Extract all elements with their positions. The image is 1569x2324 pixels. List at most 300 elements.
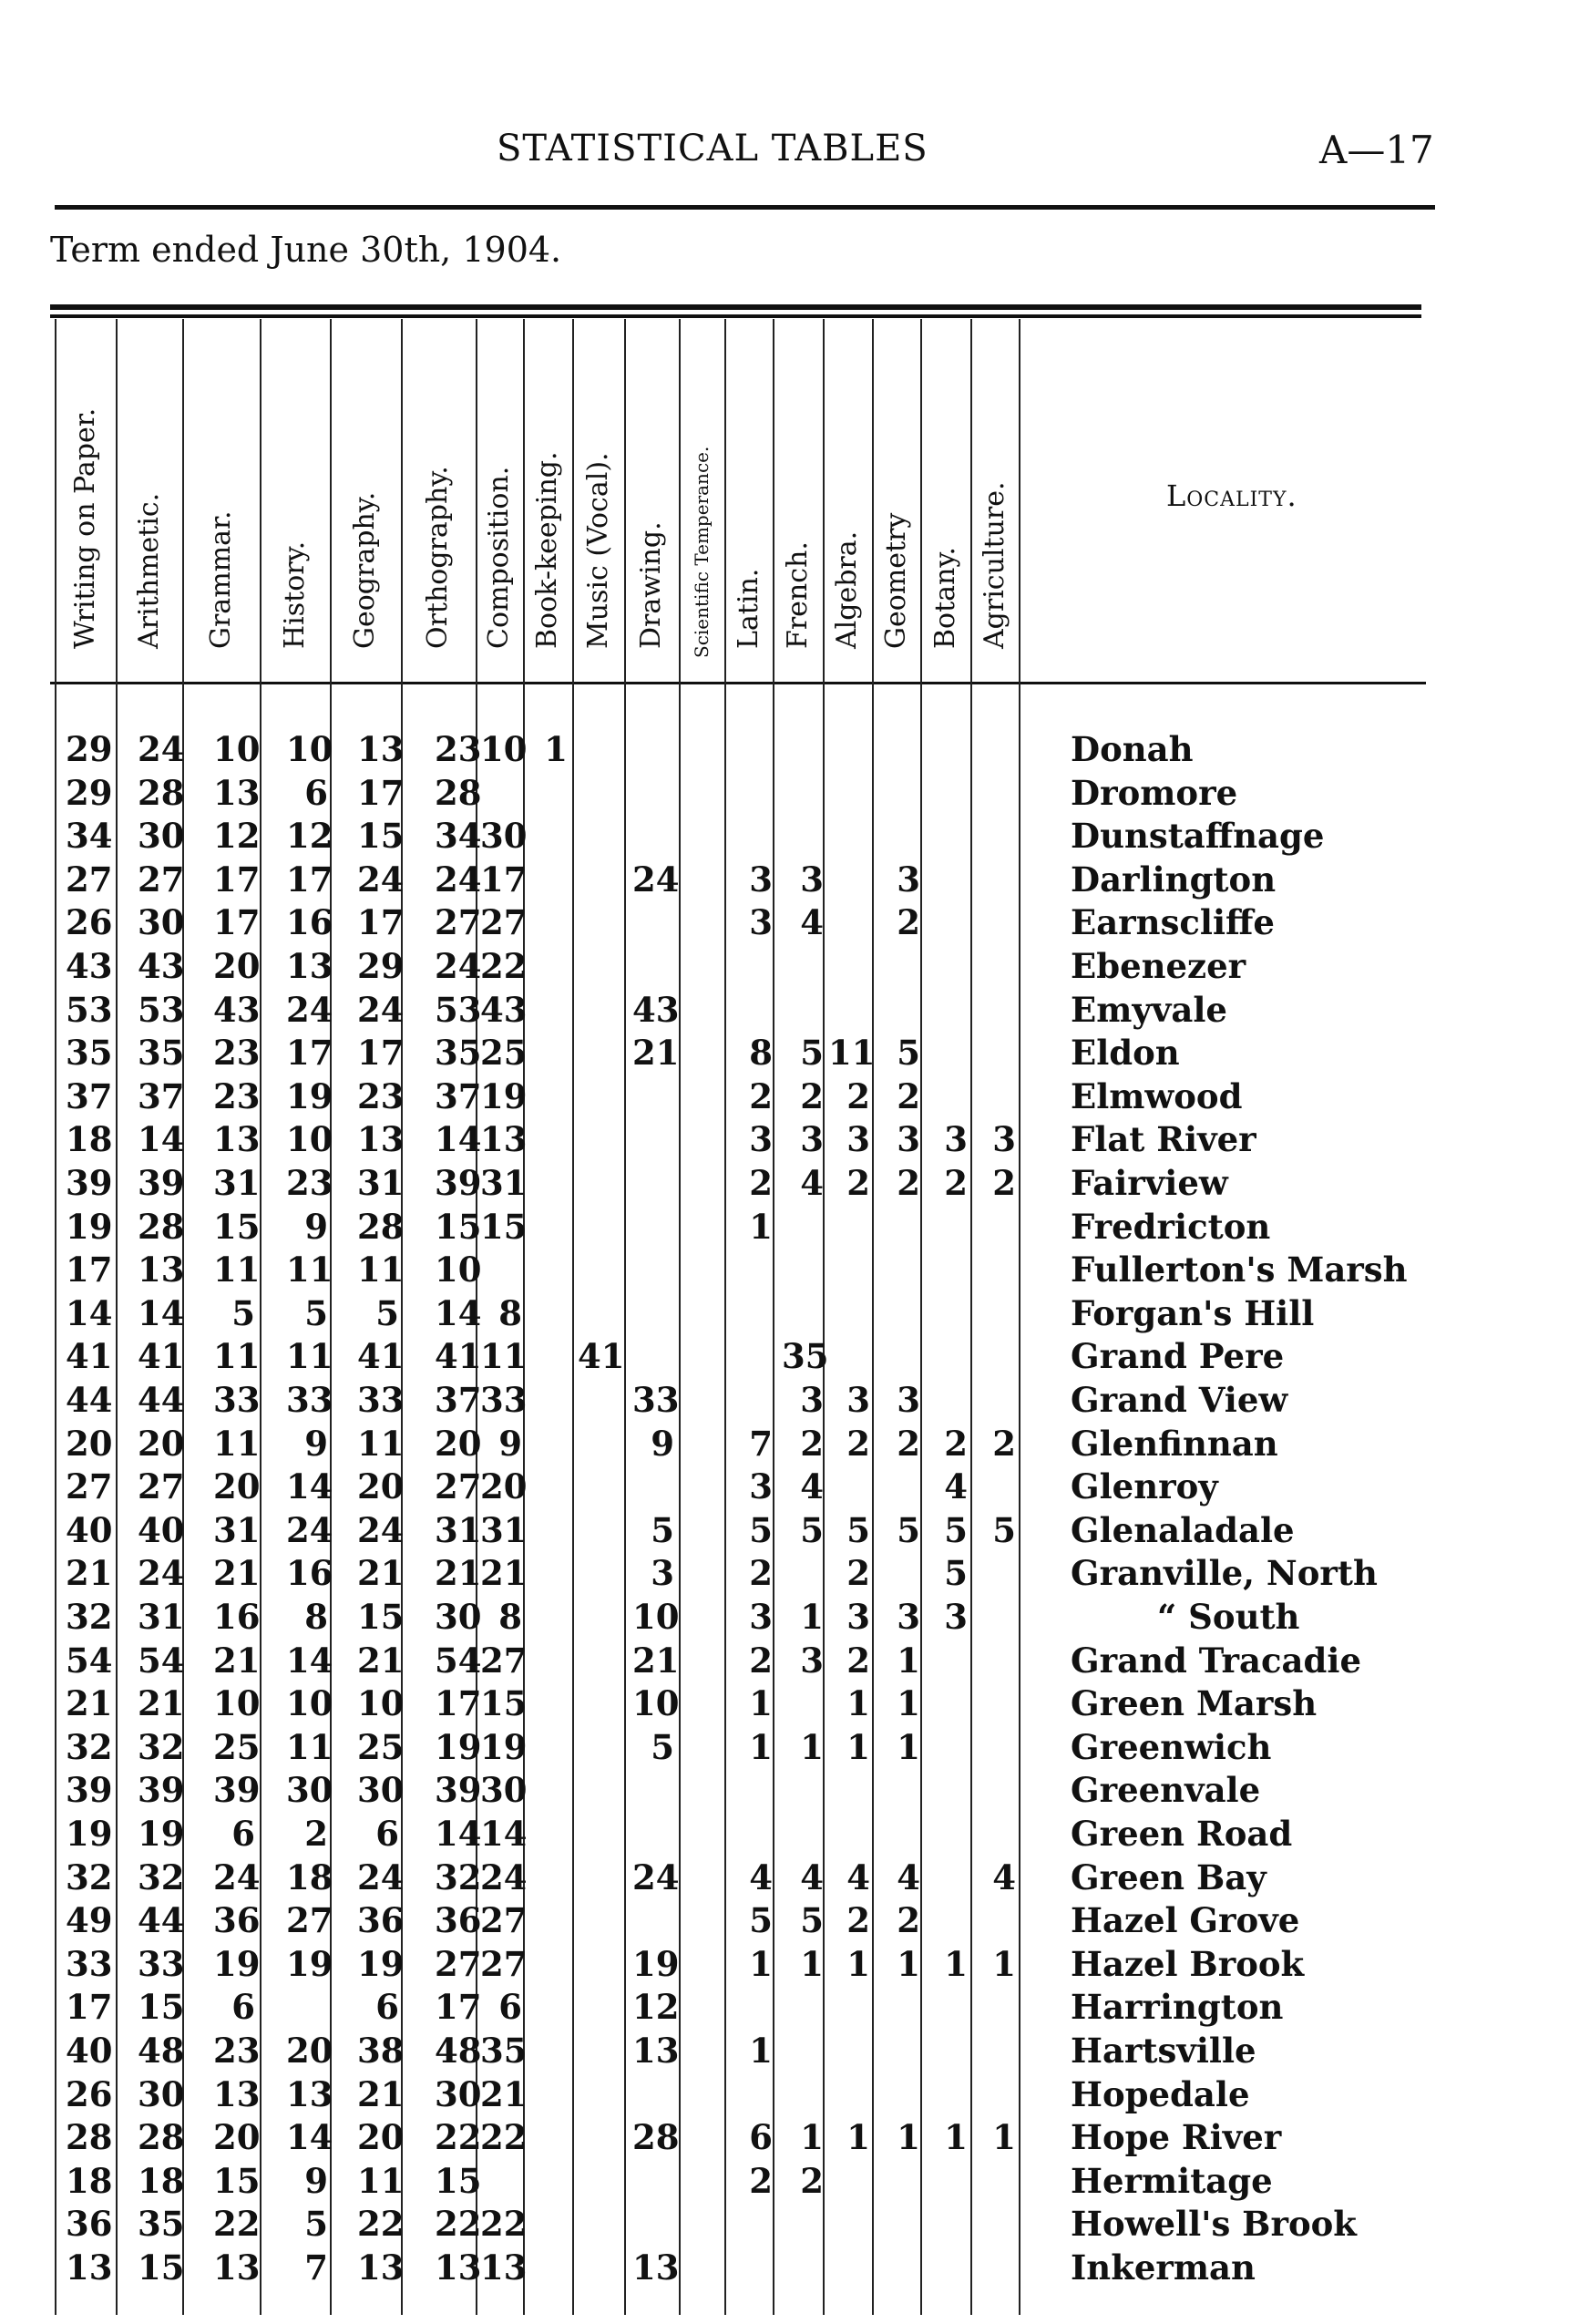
table-cell: 11 bbox=[480, 1336, 528, 1377]
table-cell: 39 bbox=[138, 1163, 185, 1203]
table-cell: 1 bbox=[897, 1683, 920, 1724]
table-cell: 43 bbox=[213, 989, 261, 1030]
table-cell: 3 bbox=[897, 1597, 920, 1637]
table-cell: 15 bbox=[435, 2160, 482, 2201]
table-cell: 24 bbox=[357, 1856, 405, 1897]
column-header bbox=[260, 312, 330, 676]
table-cell: 5 bbox=[944, 1509, 968, 1550]
table-cell: 9 bbox=[304, 2160, 328, 2201]
table-cell: 44 bbox=[66, 1380, 113, 1420]
table-cell: 2 bbox=[800, 1423, 824, 1464]
table-cell: 40 bbox=[66, 1509, 113, 1550]
table-cell: 5 bbox=[897, 1033, 920, 1074]
table-cell: 4 bbox=[992, 1856, 1016, 1897]
table-row bbox=[0, 1291, 1569, 1335]
table-cell: 1 bbox=[992, 1943, 1016, 1984]
table-cell: 35 bbox=[782, 1336, 829, 1377]
table-cell: 11 bbox=[213, 1249, 261, 1291]
table-cell: 17 bbox=[357, 1033, 405, 1074]
table-cell: 24 bbox=[138, 729, 185, 769]
table-cell: 21 bbox=[213, 1553, 261, 1594]
table-cell: 24 bbox=[357, 1509, 405, 1550]
table-cell: 36 bbox=[435, 1900, 482, 1941]
table-row bbox=[0, 1942, 1569, 1986]
locality-name: Greenvale bbox=[1071, 1770, 1261, 1811]
table-cell: 19 bbox=[480, 1075, 528, 1116]
locality-name: Glenfinnan bbox=[1071, 1423, 1278, 1464]
table-cell: 13 bbox=[286, 2073, 333, 2114]
table-cell: 32 bbox=[435, 1856, 482, 1897]
table-cell: 24 bbox=[213, 1856, 261, 1897]
table-row bbox=[0, 1551, 1569, 1595]
locality-name: Hazel Grove bbox=[1071, 1900, 1300, 1941]
table-cell: 44 bbox=[138, 1380, 185, 1420]
table-cell: 30 bbox=[357, 1770, 405, 1811]
column-header bbox=[624, 312, 679, 676]
table-cell: 21 bbox=[66, 1683, 113, 1724]
table-cell: 3 bbox=[800, 1380, 824, 1420]
table-cell: 28 bbox=[632, 2117, 680, 2158]
table-row bbox=[0, 988, 1569, 1032]
table-cell: 21 bbox=[632, 1640, 680, 1681]
table-cell: 11 bbox=[286, 1726, 333, 1767]
table-row bbox=[0, 1508, 1569, 1552]
locality-name: Hermitage bbox=[1071, 2160, 1273, 2201]
table-cell: 3 bbox=[749, 1597, 773, 1637]
table-cell: 2 bbox=[944, 1163, 968, 1203]
table-cell: 14 bbox=[435, 1292, 482, 1333]
table-cell: 20 bbox=[213, 2117, 261, 2158]
table-cell: 8 bbox=[498, 1292, 522, 1333]
table-cell: 2 bbox=[846, 1423, 870, 1464]
table-cell: 2 bbox=[897, 1163, 920, 1203]
table-cell: 29 bbox=[66, 772, 113, 813]
table-cell: 20 bbox=[213, 946, 261, 986]
table-cell: 31 bbox=[435, 1509, 482, 1550]
table-cell: 3 bbox=[800, 1119, 824, 1160]
table-cell: 32 bbox=[66, 1597, 113, 1637]
table-cell: 41 bbox=[435, 1336, 482, 1377]
table-cell: 3 bbox=[749, 859, 773, 900]
table-cell: 22 bbox=[480, 946, 528, 986]
table-cell: 15 bbox=[213, 2160, 261, 2201]
table-cell: 21 bbox=[357, 2073, 405, 2114]
table-cell: 1 bbox=[897, 1726, 920, 1767]
table-cell: 10 bbox=[286, 1119, 333, 1160]
table-cell: 10 bbox=[357, 1683, 405, 1724]
locality-name: Elmwood bbox=[1071, 1075, 1243, 1116]
table-cell: 11 bbox=[213, 1423, 261, 1464]
table-cell: 22 bbox=[435, 2204, 482, 2245]
table-cell: 34 bbox=[66, 816, 113, 857]
table-cell: 36 bbox=[357, 1900, 405, 1941]
table-cell: 11 bbox=[286, 1336, 333, 1377]
locality-name: Glenroy bbox=[1071, 1466, 1218, 1507]
table-cell: 21 bbox=[213, 1640, 261, 1681]
table-cell: 19 bbox=[286, 1943, 333, 1984]
table-cell: 2 bbox=[304, 1814, 328, 1854]
locality-name: “ South bbox=[1157, 1597, 1300, 1637]
table-row bbox=[0, 1639, 1569, 1682]
table-row bbox=[0, 1378, 1569, 1422]
column-header-label: Composition. bbox=[483, 466, 515, 649]
table-cell: 27 bbox=[138, 859, 185, 900]
table-row bbox=[0, 1681, 1569, 1725]
table-cell: 5 bbox=[800, 1900, 824, 1941]
table-row bbox=[0, 1248, 1569, 1291]
table-cell: 6 bbox=[304, 772, 328, 813]
table-row bbox=[0, 944, 1569, 988]
table-cell: 29 bbox=[357, 946, 405, 986]
table-cell: 13 bbox=[213, 2073, 261, 2114]
table-cell: 2 bbox=[749, 1640, 773, 1681]
table-cell: 4 bbox=[800, 1856, 824, 1897]
table-cell: 12 bbox=[632, 1987, 680, 2028]
table-cell: 2 bbox=[897, 1423, 920, 1464]
table-cell: 33 bbox=[480, 1380, 528, 1420]
table-row bbox=[0, 1898, 1569, 1942]
locality-name: Dromore bbox=[1071, 772, 1238, 813]
table-cell: 24 bbox=[138, 1553, 185, 1594]
table-cell: 3 bbox=[800, 1640, 824, 1681]
locality-name: Grand Pere bbox=[1071, 1336, 1285, 1377]
table-cell: 41 bbox=[138, 1336, 185, 1377]
table-cell: 54 bbox=[66, 1640, 113, 1681]
table-cell: 21 bbox=[138, 1683, 185, 1724]
locality-name: Grand Tracadie bbox=[1071, 1640, 1361, 1681]
table-cell: 33 bbox=[357, 1380, 405, 1420]
table-cell: 37 bbox=[435, 1380, 482, 1420]
locality-name: Inkerman bbox=[1071, 2247, 1256, 2288]
table-cell: 19 bbox=[213, 1943, 261, 1984]
column-header-label: Drawing. bbox=[635, 521, 667, 649]
table-cell: 13 bbox=[213, 772, 261, 813]
table-cell: 8 bbox=[498, 1597, 522, 1637]
table-cell: 53 bbox=[66, 989, 113, 1030]
locality-name: Green Road bbox=[1071, 1814, 1293, 1854]
table-cell: 27 bbox=[480, 902, 528, 943]
table-row bbox=[0, 900, 1569, 944]
table-cell: 4 bbox=[800, 902, 824, 943]
table-cell: 3 bbox=[846, 1380, 870, 1420]
table-cell: 24 bbox=[286, 989, 333, 1030]
table-row bbox=[0, 1768, 1569, 1812]
table-row bbox=[0, 1985, 1569, 2029]
table-cell: 16 bbox=[286, 1553, 333, 1594]
table-cell: 2 bbox=[749, 2160, 773, 2201]
table-row bbox=[0, 2159, 1569, 2203]
table-cell: 6 bbox=[498, 1987, 522, 2028]
locality-name: Granville, North bbox=[1071, 1553, 1378, 1594]
table-cell: 2 bbox=[846, 1163, 870, 1203]
table-cell: 13 bbox=[138, 1249, 185, 1291]
table-cell: 39 bbox=[435, 1770, 482, 1811]
table-cell: 1 bbox=[749, 1683, 773, 1724]
table-cell: 31 bbox=[480, 1163, 528, 1203]
table-cell: 3 bbox=[992, 1119, 1016, 1160]
table-cell: 31 bbox=[138, 1597, 185, 1637]
table-cell: 30 bbox=[138, 816, 185, 857]
table-cell: 2 bbox=[897, 1075, 920, 1116]
table-cell: 2 bbox=[992, 1423, 1016, 1464]
table-cell: 1 bbox=[944, 2117, 968, 2158]
table-cell: 48 bbox=[138, 2031, 185, 2071]
table-cell: 24 bbox=[480, 1856, 528, 1897]
table-cell: 3 bbox=[846, 1597, 870, 1637]
table-cell: 2 bbox=[800, 2160, 824, 2201]
table-cell: 19 bbox=[435, 1726, 482, 1767]
table-cell: 15 bbox=[480, 1206, 528, 1247]
table-cell: 20 bbox=[286, 2031, 333, 2071]
table-cell: 5 bbox=[304, 2204, 328, 2245]
table-cell: 2 bbox=[749, 1163, 773, 1203]
table-cell: 2 bbox=[846, 1075, 870, 1116]
column-header-label: Writing on Paper. bbox=[68, 407, 101, 649]
table-cell: 53 bbox=[435, 989, 482, 1030]
table-cell: 4 bbox=[846, 1856, 870, 1897]
table-cell: 17 bbox=[357, 902, 405, 943]
table-cell: 31 bbox=[213, 1163, 261, 1203]
table-cell: 5 bbox=[944, 1553, 968, 1594]
table-cell: 54 bbox=[435, 1640, 482, 1681]
table-cell: 3 bbox=[897, 1380, 920, 1420]
table-cell: 13 bbox=[632, 2031, 680, 2071]
table-cell: 1 bbox=[544, 729, 568, 769]
table-cell: 8 bbox=[304, 1597, 328, 1637]
table-cell: 40 bbox=[66, 2031, 113, 2071]
table-cell: 1 bbox=[749, 1206, 773, 1247]
table-cell: 21 bbox=[480, 1553, 528, 1594]
table-cell: 16 bbox=[286, 902, 333, 943]
table-cell: 25 bbox=[357, 1726, 405, 1767]
table-cell: 10 bbox=[286, 1683, 333, 1724]
table-cell: 23 bbox=[213, 2031, 261, 2071]
table-cell: 20 bbox=[435, 1423, 482, 1464]
table-cell: 7 bbox=[749, 1423, 773, 1464]
table-row bbox=[0, 2029, 1569, 2072]
locality-column-header: Locality. bbox=[1166, 478, 1297, 513]
table-cell: 4 bbox=[749, 1856, 773, 1897]
table-cell: 24 bbox=[357, 989, 405, 1030]
table-cell: 30 bbox=[138, 2073, 185, 2114]
table-cell: 33 bbox=[213, 1380, 261, 1420]
table-cell: 19 bbox=[632, 1943, 680, 1984]
locality-name: Ebenezer bbox=[1071, 946, 1246, 986]
table-cell: 24 bbox=[357, 859, 405, 900]
table-cell: 17 bbox=[435, 1683, 482, 1724]
table-cell: 54 bbox=[138, 1640, 185, 1681]
column-header bbox=[476, 312, 523, 676]
table-cell: 2 bbox=[897, 902, 920, 943]
table-cell: 13 bbox=[357, 1119, 405, 1160]
table-row bbox=[0, 771, 1569, 815]
table-cell: 24 bbox=[435, 946, 482, 986]
table-cell: 4 bbox=[800, 1163, 824, 1203]
table-cell: 5 bbox=[749, 1900, 773, 1941]
table-cell: 39 bbox=[66, 1163, 113, 1203]
table-cell: 19 bbox=[357, 1943, 405, 1984]
table-cell: 18 bbox=[286, 1856, 333, 1897]
table-cell: 5 bbox=[304, 1292, 328, 1333]
table-cell: 5 bbox=[375, 1292, 399, 1333]
table-cell: 17 bbox=[357, 772, 405, 813]
table-cell: 1 bbox=[944, 1943, 968, 1984]
column-header-label: Latin. bbox=[732, 568, 764, 649]
table-cell: 5 bbox=[749, 1509, 773, 1550]
table-cell: 13 bbox=[357, 729, 405, 769]
column-header bbox=[679, 312, 724, 676]
table-cell: 1 bbox=[800, 1943, 824, 1984]
table-cell: 39 bbox=[435, 1163, 482, 1203]
table-cell: 12 bbox=[213, 816, 261, 857]
table-cell: 27 bbox=[435, 1466, 482, 1507]
table-row bbox=[0, 2202, 1569, 2246]
table-cell: 24 bbox=[632, 1856, 680, 1897]
table-cell: 4 bbox=[897, 1856, 920, 1897]
table-cell: 3 bbox=[846, 1119, 870, 1160]
table-cell: 2 bbox=[800, 1075, 824, 1116]
table-cell: 13 bbox=[632, 2247, 680, 2288]
table-cell: 5 bbox=[846, 1509, 870, 1550]
locality-name: Glenaladale bbox=[1071, 1509, 1295, 1550]
locality-name: Earnscliffe bbox=[1071, 902, 1275, 943]
table-cell: 23 bbox=[357, 1075, 405, 1116]
table-cell: 43 bbox=[480, 989, 528, 1030]
table-cell: 27 bbox=[66, 1466, 113, 1507]
table-cell: 21 bbox=[357, 1640, 405, 1681]
table-cell: 44 bbox=[138, 1900, 185, 1941]
table-cell: 15 bbox=[138, 2247, 185, 2288]
table-cell: 19 bbox=[66, 1206, 113, 1247]
table-cell: 10 bbox=[213, 1683, 261, 1724]
table-cell: 30 bbox=[480, 1770, 528, 1811]
table-cell: 17 bbox=[66, 1249, 113, 1291]
locality-name: Harrington bbox=[1071, 1987, 1284, 2028]
table-cell: 3 bbox=[944, 1119, 968, 1160]
table-row bbox=[0, 1465, 1569, 1508]
table-cell: 10 bbox=[632, 1683, 680, 1724]
table-cell: 5 bbox=[651, 1726, 674, 1767]
column-header-label: Scientific Temperance. bbox=[691, 446, 713, 658]
table-cell: 37 bbox=[138, 1075, 185, 1116]
table-cell: 27 bbox=[286, 1900, 333, 1941]
table-cell: 35 bbox=[66, 1033, 113, 1074]
column-header bbox=[523, 312, 572, 676]
table-cell: 5 bbox=[231, 1292, 255, 1333]
table-row bbox=[0, 727, 1569, 771]
column-header-label: Algebra. bbox=[831, 530, 863, 649]
table-row bbox=[0, 1812, 1569, 1856]
table-cell: 3 bbox=[897, 859, 920, 900]
table-cell: 33 bbox=[66, 1943, 113, 1984]
table-cell: 27 bbox=[435, 1943, 482, 1984]
table-top-rule bbox=[50, 304, 1421, 310]
table-cell: 17 bbox=[286, 859, 333, 900]
page-number: A—17 bbox=[1319, 128, 1434, 172]
table-cell: 17 bbox=[286, 1033, 333, 1074]
table-cell: 35 bbox=[435, 1033, 482, 1074]
column-header-label: Book-keeping. bbox=[531, 451, 563, 649]
table-cell: 4 bbox=[800, 1466, 824, 1507]
table-cell: 20 bbox=[357, 2117, 405, 2158]
table-cell: 49 bbox=[66, 1900, 113, 1941]
table-cell: 17 bbox=[435, 1987, 482, 2028]
locality-name: Eldon bbox=[1071, 1033, 1180, 1074]
table-cell: 32 bbox=[66, 1856, 113, 1897]
table-cell: 10 bbox=[632, 1597, 680, 1637]
table-cell: 18 bbox=[66, 2160, 113, 2201]
table-cell: 28 bbox=[66, 2117, 113, 2158]
locality-name: Hartsville bbox=[1071, 2031, 1256, 2071]
table-cell: 5 bbox=[800, 1509, 824, 1550]
table-row bbox=[0, 1422, 1569, 1465]
table-cell: 3 bbox=[944, 1597, 968, 1637]
table-row bbox=[0, 1117, 1569, 1161]
table-cell: 28 bbox=[435, 772, 482, 813]
table-cell: 6 bbox=[231, 1987, 255, 2028]
table-cell: 43 bbox=[138, 946, 185, 986]
table-cell: 9 bbox=[304, 1206, 328, 1247]
table-cell: 19 bbox=[480, 1726, 528, 1767]
table-cell: 25 bbox=[480, 1033, 528, 1074]
table-cell: 20 bbox=[213, 1466, 261, 1507]
table-cell: 22 bbox=[213, 2204, 261, 2245]
column-header bbox=[116, 312, 182, 676]
table-cell: 34 bbox=[435, 816, 482, 857]
table-cell: 22 bbox=[480, 2204, 528, 2245]
locality-name: Hope River bbox=[1071, 2117, 1282, 2158]
locality-name: Donah bbox=[1071, 729, 1194, 769]
locality-name: Howell's Brook bbox=[1071, 2204, 1357, 2245]
table-cell: 3 bbox=[749, 1466, 773, 1507]
table-cell: 11 bbox=[357, 1249, 405, 1291]
locality-name: Flat River bbox=[1071, 1119, 1256, 1160]
table-cell: 10 bbox=[480, 729, 528, 769]
table-cell: 33 bbox=[632, 1380, 680, 1420]
table-cell: 33 bbox=[286, 1380, 333, 1420]
table-cell: 6 bbox=[375, 1987, 399, 2028]
table-cell: 5 bbox=[897, 1509, 920, 1550]
header-bottom-rule bbox=[50, 682, 1426, 684]
table-cell: 1 bbox=[897, 1943, 920, 1984]
table-row bbox=[0, 858, 1569, 901]
table-cell: 7 bbox=[304, 2247, 328, 2288]
locality-name: Fullerton's Marsh bbox=[1071, 1249, 1408, 1291]
table-cell: 30 bbox=[286, 1770, 333, 1811]
column-header-label: Geometry bbox=[879, 512, 912, 649]
table-cell: 23 bbox=[213, 1075, 261, 1116]
table-cell: 21 bbox=[480, 2073, 528, 2114]
table-cell: 48 bbox=[435, 2031, 482, 2071]
table-cell: 20 bbox=[480, 1466, 528, 1507]
column-header bbox=[970, 312, 1019, 676]
table-cell: 39 bbox=[213, 1770, 261, 1811]
table-cell: 27 bbox=[480, 1900, 528, 1941]
table-cell: 8 bbox=[749, 1033, 773, 1074]
table-cell: 36 bbox=[66, 2204, 113, 2245]
table-cell: 32 bbox=[66, 1726, 113, 1767]
column-header bbox=[572, 312, 624, 676]
locality-name: Hopedale bbox=[1071, 2073, 1250, 2114]
column-header bbox=[330, 312, 401, 676]
table-cell: 33 bbox=[138, 1943, 185, 1984]
column-header bbox=[823, 312, 872, 676]
column-header-label: Grammar. bbox=[204, 510, 237, 649]
table-row bbox=[0, 2072, 1569, 2116]
locality-name: Forgan's Hill bbox=[1071, 1292, 1315, 1333]
table-cell: 14 bbox=[435, 1119, 482, 1160]
table-cell: 41 bbox=[578, 1336, 625, 1377]
